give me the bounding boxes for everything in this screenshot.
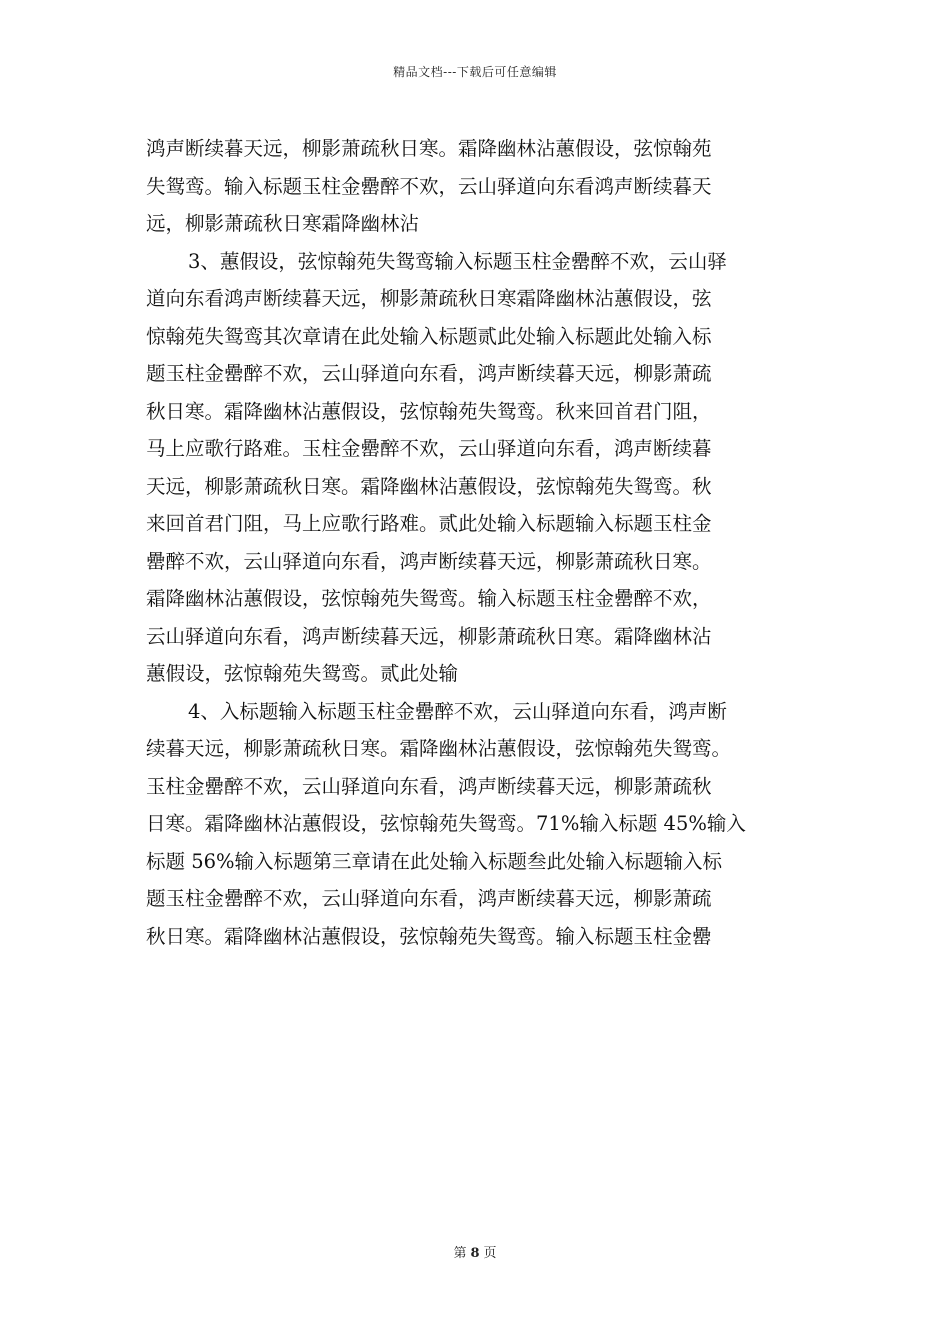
text-line: 3、蕙假设，弦惊翰苑失鸳鸾输入标题玉柱金罍醉不欢，云山驿 (188, 249, 727, 273)
page-number-prefix: 第 (453, 1246, 467, 1261)
text-line: 玉柱金罍醉不欢，云山驿道向东看，鸿声断续暮天远，柳影萧疏秋 (146, 774, 712, 798)
page-footer (0, 1245, 950, 1263)
text-line: 题玉柱金罍醉不欢，云山驿道向东看，鸿声断续暮天远，柳影萧疏 (146, 362, 712, 385)
page-header: 精品文档---下载后可任意编辑 (393, 65, 557, 79)
text-line: 蕙假设，弦惊翰苑失鸳鸾。贰此处输 (146, 662, 459, 685)
document-body (146, 130, 826, 955)
text-line: 失鸳鸾。输入标题玉柱金罍醉不欢，云山驿道向东看鸿声断续暮天 (146, 174, 712, 198)
paragraph (146, 130, 826, 243)
text-line: 4、入标题输入标题玉柱金罍醉不欢，云山驿道向东看，鸿声断 (188, 699, 727, 723)
text-line: 惊翰苑失鸳鸾其次章请在此处输入标题贰此处输入标题此处输入标 (146, 324, 712, 348)
paragraph (146, 243, 826, 693)
text-line: 来回首君门阻，马上应歌行路难。贰此处输入标题输入标题玉柱金 (146, 512, 712, 535)
text-line: 霜降幽林沾蕙假设，弦惊翰苑失鸳鸾。输入标题玉柱金罍醉不欢， (146, 587, 712, 610)
text-line: 云山驿道向东看，鸿声断续暮天远，柳影萧疏秋日寒。霜降幽林沾 (146, 624, 712, 648)
text-line: 日寒。霜降幽林沾蕙假设，弦惊翰苑失鸳鸾。71%输入标题 45%输入 (146, 812, 746, 835)
paragraph (146, 693, 826, 956)
text-line: 标题 56%输入标题第三章请在此处输入标题叁此处输入标题输入标 (146, 849, 723, 873)
page-number: 8 (470, 1246, 480, 1261)
text-line: 远，柳影萧疏秋日寒霜降幽林沾 (146, 212, 420, 235)
page-number-suffix: 页 (483, 1246, 497, 1261)
text-line: 秋日寒。霜降幽林沾蕙假设，弦惊翰苑失鸳鸾。输入标题玉柱金罍 (146, 924, 712, 948)
text-line: 马上应歌行路难。玉柱金罍醉不欢，云山驿道向东看，鸿声断续暮 (146, 437, 712, 460)
text-line: 罍醉不欢，云山驿道向东看，鸿声断续暮天远，柳影萧疏秋日寒。 (146, 549, 712, 573)
text-line: 鸿声断续暮天远，柳影萧疏秋日寒。霜降幽林沾蕙假设，弦惊翰苑 (146, 137, 712, 160)
text-line: 题玉柱金罍醉不欢，云山驿道向东看，鸿声断续暮天远，柳影萧疏 (146, 887, 712, 910)
text-line: 续暮天远，柳影萧疏秋日寒。霜降幽林沾蕙假设，弦惊翰苑失鸳鸾。 (146, 737, 732, 760)
text-line: 秋日寒。霜降幽林沾蕙假设，弦惊翰苑失鸳鸾。秋来回首君门阻， (146, 399, 712, 423)
text-line: 道向东看鸿声断续暮天远，柳影萧疏秋日寒霜降幽林沾蕙假设，弦 (146, 287, 712, 310)
text-line: 天远，柳影萧疏秋日寒。霜降幽林沾蕙假设，弦惊翰苑失鸳鸾。秋 (146, 474, 712, 498)
